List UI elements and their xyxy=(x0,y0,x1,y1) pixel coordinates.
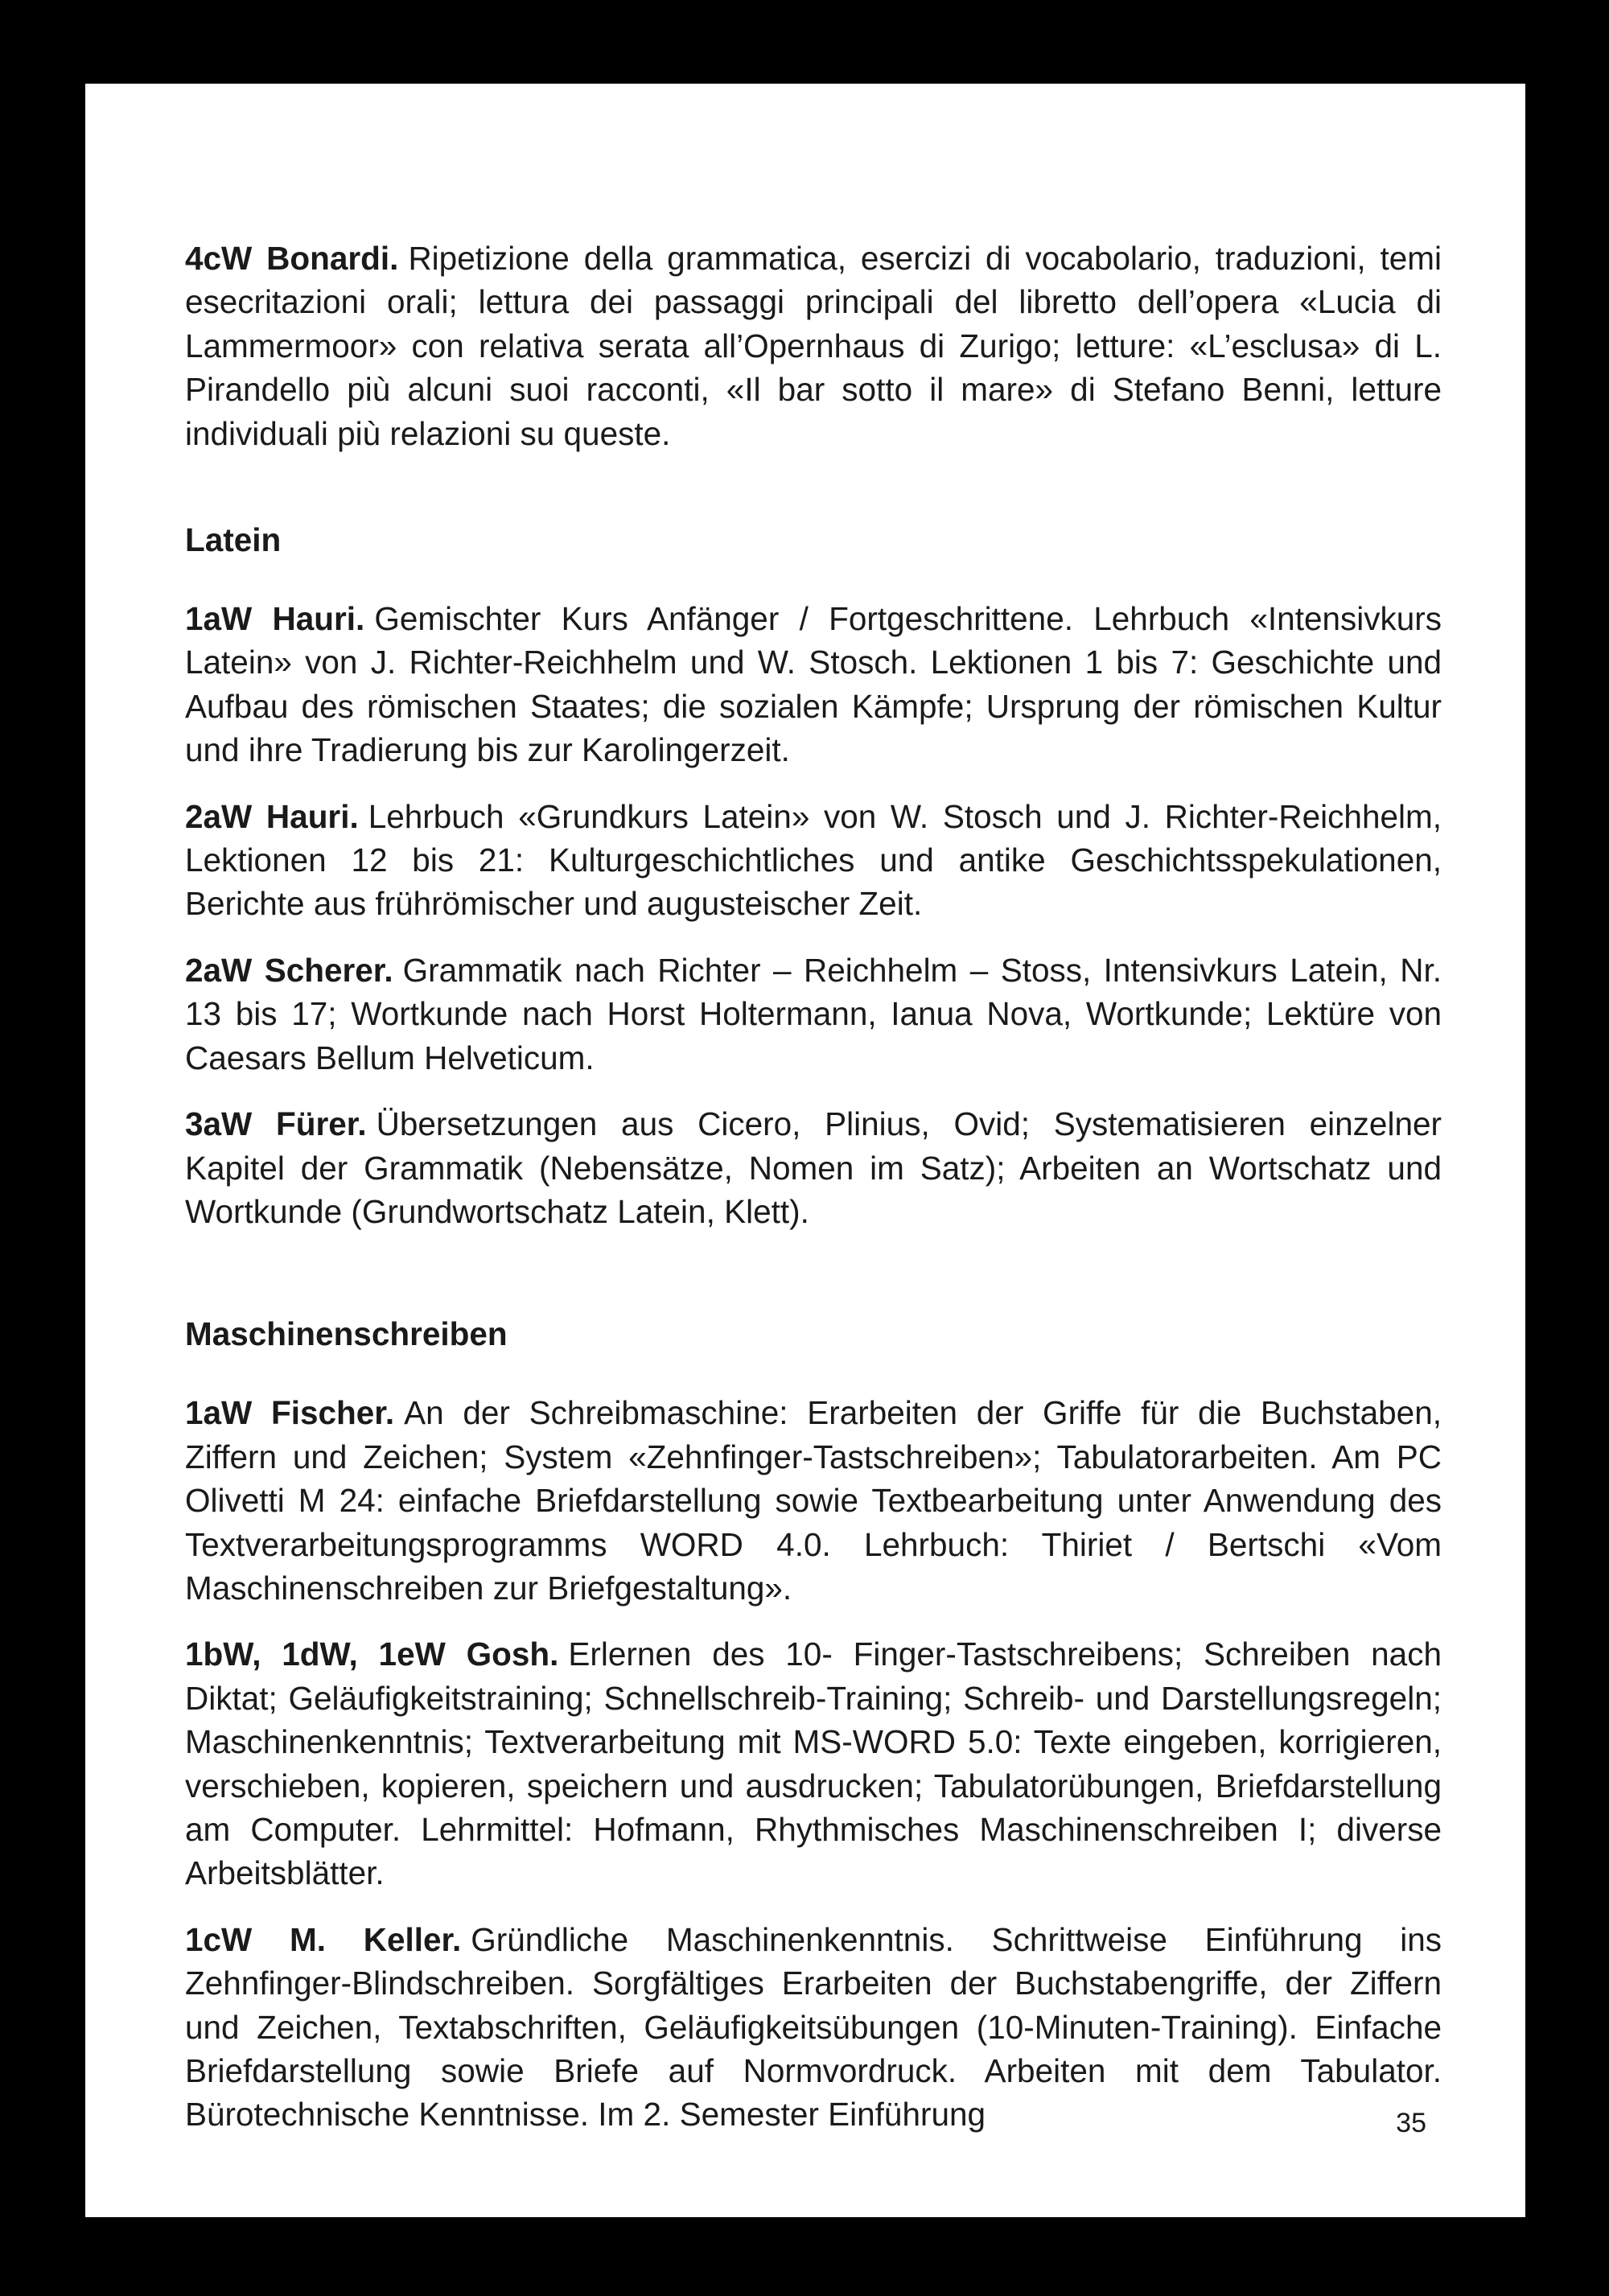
latein-entry-4 xyxy=(185,1102,1442,1233)
entry-text: Lehrbuch «Grundkurs Latein» von W. Stosch und J. Richter-Reichhelm, Lektionen 12 bis 21: Kulturgeschichtliches und antike Geschichtsspekulationen, Berichte aus frührömischer und augusteischer Zeit. xyxy=(185,797,1442,923)
entry-heading: 3aW Fürer. xyxy=(185,1105,367,1143)
latein-entry-2 xyxy=(185,795,1442,926)
entry-heading: 1aW Fischer. xyxy=(185,1394,395,1432)
maschinenschreiben-entry-1 xyxy=(185,1391,1442,1610)
section-title-maschinenschreiben: Maschinenschreiben xyxy=(185,1315,508,1353)
entry-text: Gründliche Maschinenkenntnis. Schrittweise Einführung ins Zehnfinger-Blindschreiben. Sorgfältiges Erarbeiten der Buchstabengriffe, der Ziffern und Zeichen, Textabschriften, Geläufigkeitsübungen (10-Minuten-Training). Einfache Briefdarstellung sowie Briefe auf Normvordruck. Arbeiten mit dem Tabulator. Bürotechnische Kenntnisse. Im 2. Semester Einführung xyxy=(185,1920,1442,2133)
maschinenschreiben-entry-2 xyxy=(185,1632,1442,1895)
entry-text: Ripetizione della grammatica, esercizi di vocabolario, traduzioni, temi esecritazioni orali; lettura dei passaggi principali del libretto dell’opera «Lucia di Lammermoor» con relativa serata all’Opernhaus di Zurigo; letture: «L’esclusa» di L. Pirandello più alcuni suoi racconti, «Il bar sotto il mare» di Stefano Benni, letture individuali più relazioni su queste. xyxy=(185,240,1442,452)
entry-heading: 2aW Scherer. xyxy=(185,951,393,989)
entry-text: Erlernen des 10- Finger-Tastschreibens; Schreiben nach Diktat; Geläufigkeitstraining; Schnellschreib-Training; Schreib- und Darstellungsregeln; Maschinenkenntnis; Textverarbeitung mit MS-WORD 5.0: Texte eingeben, korrigieren, verschieben, kopieren, speichern und ausdrucken; Tabulatorübungen, Briefdarstellung am Computer. Lehrmittel: Hofmann, Rhythmisches Maschinenschreiben I; diverse Arbeitsblätter. xyxy=(185,1636,1442,1892)
entry-heading: 1cW M. Keller. xyxy=(185,1920,462,1958)
entry-heading: 1bW, 1dW, 1eW Gosh. xyxy=(185,1636,559,1673)
page-content xyxy=(185,237,1442,2137)
latein-entry-3 xyxy=(185,948,1442,1080)
entry-text: Übersetzungen aus Cicero, Plinius, Ovid; Systematisieren einzelner Kapitel der Grammatik (Nebensätze, Nomen im Satz); Arbeiten an Wortschatz und Wortkunde (Grundwortschatz Latein, Klett). xyxy=(185,1105,1442,1230)
entry-heading: 1aW Hauri. xyxy=(185,600,365,638)
entry-heading: 2aW Hauri. xyxy=(185,797,359,835)
entry-text: An der Schreibmaschine: Erarbeiten der Griffe für die Buchstaben, Ziffern und Zeichen; System «Zehnfinger-Tastschreiben»; Tabulatorarbeiten. Am PC Olivetti M 24: einfache Briefdarstellung sowie Textbearbeitung unter Anwendung des Textverarbeitungsprogramms WORD 4.0. Lehrbuch: Thiriet / Bertschi «Vom Maschinenschreiben zur Briefgestaltung». xyxy=(185,1394,1442,1607)
entry-text: Gemischter Kurs Anfänger / Fortgeschrittene. Lehrbuch «Intensivkurs Latein» von J. Richter-Reichhelm und W. Stosch. Lektionen 1 bis 7: Geschichte und Aufbau des römischen Staates; die sozialen Kämpfe; Ursprung der römischen Kultur und ihre Tradierung bis zur Karolingerzeit. xyxy=(185,600,1442,769)
page-number: 35 xyxy=(1396,2108,1426,2138)
entry-heading: 4cW Bonardi. xyxy=(185,240,399,277)
section-title-latein: Latein xyxy=(185,521,282,559)
maschinenschreiben-entry-3 xyxy=(185,1918,1442,2137)
entry-text: Grammatik nach Richter – Reichhelm – Stoss, Intensivkurs Latein, Nr. 13 bis 17; Wortkunde nach Horst Holtermann, Ianua Nova, Wortkunde; Lektüre von Caesars Bellum Helveticum. xyxy=(185,951,1442,1076)
intro-paragraph xyxy=(185,237,1442,455)
latein-entry-1 xyxy=(185,597,1442,772)
document-page xyxy=(85,84,1525,2217)
